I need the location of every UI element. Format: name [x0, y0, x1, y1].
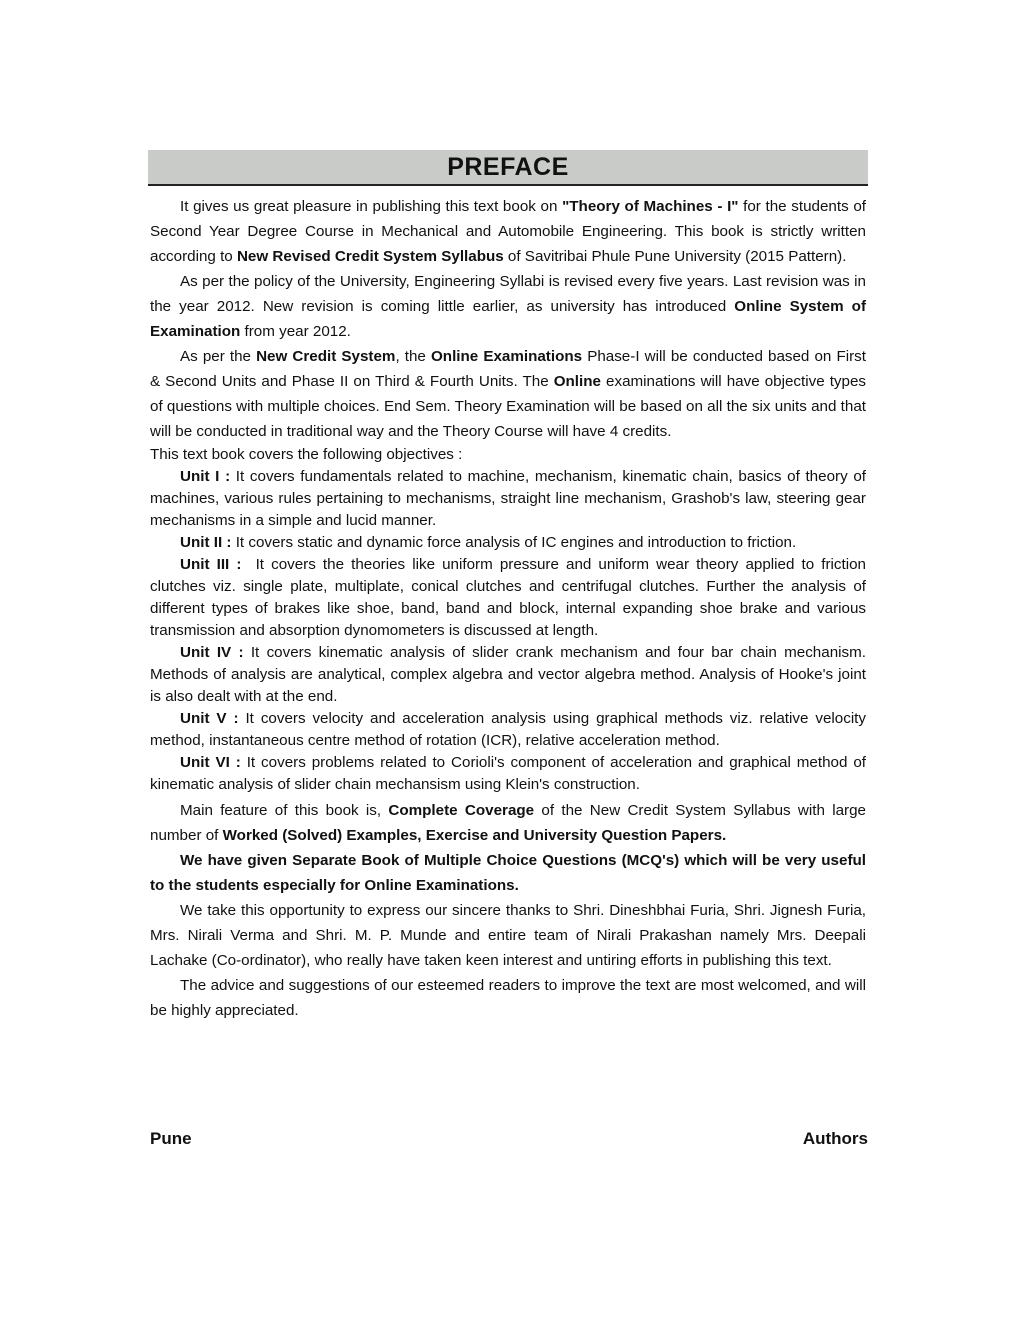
text-run: from year 2012. — [240, 323, 351, 340]
text-run: It gives us great pleasure in publishing this text book on — [180, 198, 563, 215]
unit-6 — [150, 752, 866, 796]
authors-label: Authors — [802, 1129, 868, 1148]
preface-body — [148, 194, 871, 1023]
unit-description: It covers the theories like uniform pressure and uniform wear theory applied to friction clutches viz. single plate, multiplate, conical clutches and centrifugal clutches. Further the analysis of different types of brakes like shoe, band, band and block, internal expanding shoe brake and various transmission and absorption dynomometers is discussed at length. — [150, 556, 871, 639]
text-run: As per the — [180, 348, 257, 365]
paragraph-credit-system — [150, 344, 866, 444]
paragraph-policy — [150, 269, 866, 344]
text-run: Main feature of this book is, — [180, 802, 389, 819]
preface-page — [148, 150, 871, 1023]
paragraph-intro — [150, 194, 866, 269]
emphasis-text: Online Examinations — [430, 348, 583, 365]
emphasis-text: We have given Separate Book of Multiple Choice Questions (MCQ's) which will be very useful to the students especially for Online Examinations. — [150, 852, 866, 894]
unit-label: Unit I : — [180, 468, 231, 485]
unit-3 — [150, 554, 871, 642]
objectives-intro: This text book covers the following objectives : — [150, 446, 463, 463]
emphasis-text: New Credit System — [256, 348, 396, 365]
unit-label: Unit II : — [180, 534, 232, 551]
place-label: Pune — [150, 1129, 192, 1148]
unit-description: It covers velocity and acceleration analysis using graphical methods viz. relative velocity method, instantaneous centre method of rotation (ICR), relative acceleration method. — [150, 710, 867, 749]
syllabus-name: New Revised Credit System Syllabus — [236, 248, 504, 265]
emphasis-text: Online System of Examination — [150, 298, 867, 340]
paragraph-advice: The advice and suggestions of our esteemed readers to improve the text are most welcomed, and will be highly appreciated. — [150, 977, 866, 1019]
signature-line — [150, 1129, 868, 1149]
unit-label: Unit III : — [180, 556, 242, 573]
page-title: PREFACE — [447, 152, 569, 181]
text-run: examinations will have objective types of questions with multiple choices. End Sem. Theory Examination will be based on all the six units and that will be conducted in traditional way and the Theory Course will have 4 credits. — [150, 373, 866, 440]
unit-5 — [150, 708, 866, 752]
text-run: , the — [395, 348, 431, 365]
unit-4 — [150, 642, 866, 708]
book-title: "Theory of Machines - I" — [562, 198, 739, 215]
unit-2 — [150, 532, 866, 554]
unit-description: It covers kinematic analysis of slider crank mechanism and four bar chain mechanism. Methods of analysis are analytical, complex algebra and vector algebra method. Analysis of Hooke's joint is also dealt with at the end. — [150, 644, 866, 705]
unit-label: Unit VI : — [180, 754, 241, 771]
unit-label: Unit IV : — [180, 644, 244, 661]
emphasis-text: Online — [553, 373, 601, 390]
title-banner — [148, 150, 868, 186]
unit-1 — [150, 466, 866, 532]
text-run: of the New Credit System Syllabus with large number of — [150, 802, 866, 844]
unit-label: Unit V : — [180, 710, 239, 727]
text-run: for the students of Second Year Degree Course in Mechanical and Automobile Engineering. This book is strictly written according to — [150, 198, 866, 265]
emphasis-text: Worked (Solved) Examples, Exercise and University Question Papers. — [222, 827, 727, 844]
paragraph-thanks: We take this opportunity to express our sincere thanks to Shri. Dineshbhai Furia, Shri. Jignesh Furia, Mrs. Nirali Verma and Shri. M. P. Munde and entire team of Nirali Prakashan namely Mrs. Deepali Lachake (Co-ordinator), who really have taken keen interest and untiring efforts in publishing this text. — [150, 902, 866, 969]
paragraph-mcq-note — [150, 848, 866, 898]
unit-description: It covers fundamentals related to machine, mechanism, kinematic chain, basics of theory of machines, various rules pertaining to mechanisms, straight line mechanism, Grashob's law, steering gear mechanisms in a simple and lucid manner. — [150, 468, 866, 529]
text-run: of Savitribai Phule Pune University (2015 Pattern). — [503, 248, 847, 265]
text-run: As per the policy of the University, Engineering Syllabi is revised every five years. Last revision was in the year 2012. New revision is coming little earlier, as university has introduced — [150, 273, 866, 315]
unit-description: It covers static and dynamic force analysis of IC engines and introduction to friction. — [231, 534, 797, 551]
paragraph-main-feature — [150, 798, 866, 848]
unit-description: It covers problems related to Corioli's component of acceleration and graphical method of kinematic analysis of slider chain mechansism using Klein's construction. — [150, 754, 867, 793]
emphasis-text: Complete Coverage — [388, 802, 535, 819]
text-run: Phase-I will be conducted based on First & Second Units and Phase II on Third & Fourth Units. The — [150, 348, 866, 390]
